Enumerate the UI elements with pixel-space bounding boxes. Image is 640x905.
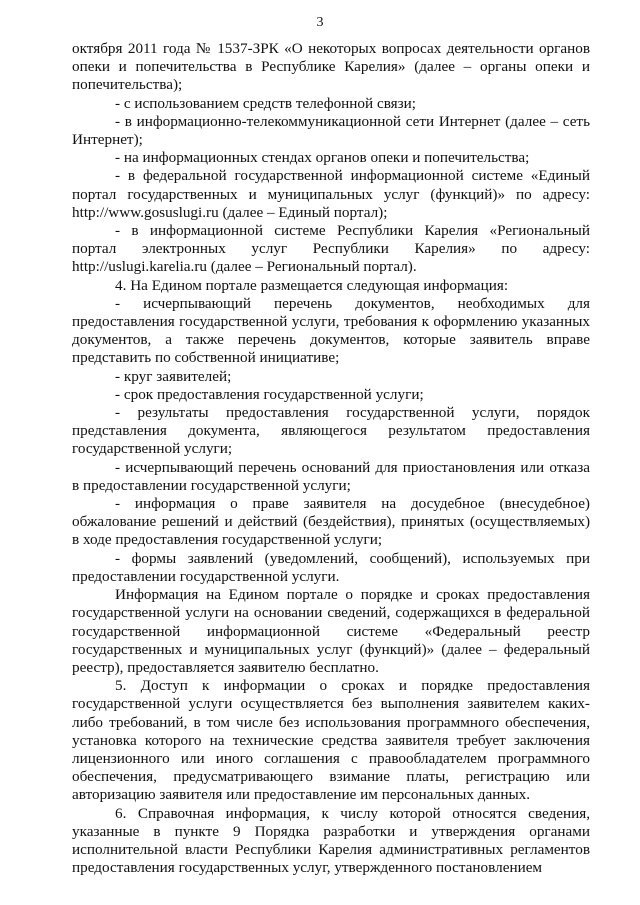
paragraph: - результаты предоставления государственной услуги, порядок представления документа, являющегося результатом предоставления государственной услуги; [72,404,590,458]
paragraph: 4. На Едином портале размещается следующая информация: [115,276,509,294]
paragraph: Информация на Едином портале о порядке и сроках предоставления государственной услуги на основании сведений, содержащихся в федеральной государственной информационной системе «Федеральный реестр государственных и муниципальных услуг (функций)» (далее – федеральный реестр), предоставляется заявителю бесплатно. [72,586,590,676]
paragraph: - в федеральной государственной информационной системе «Единый портал государственных и муниципальных услуг (функций)» по адресу: http://www.gosuslugi.ru (далее – Единый портал); [72,167,590,221]
paragraph: - на информационных стендах органов опеки и попечительства; [115,149,530,167]
paragraph: - в информационно-телекоммуникационной сети Интернет (далее – сеть Интернет); [72,112,590,149]
document-body [72,40,590,877]
page-number: 3 [316,15,324,30]
paragraph: - исчерпывающий перечень оснований для приостановления или отказа в предоставлении государственной услуги; [72,458,590,494]
paragraph: 6. Справочная информация, к числу которой относятся сведения, указанные в пункте 9 Порядка разработки и утверждения органами исполнительной власти Республики Карелия административных регламентов предоставления государственных услуг, утвержденного постановлением [72,804,590,877]
paragraph: - срок предоставления государственной услуги; [115,385,424,403]
paragraph: - с использованием средств телефонной связи; [115,94,416,112]
paragraph: октября 2011 года № 1537-ЗРК «О некоторых вопросах деятельности органов опеки и попечительства в Республике Карелия» (далее – органы опеки и попечительства); [72,40,590,94]
paragraph: - исчерпывающий перечень документов, необходимых для предоставления государственной услуги, требования к оформлению указанных документов, а также перечень документов, которые заявитель вправе представить по собственной инициативе; [72,294,590,367]
paragraph: - в информационной системе Республики Карелия «Региональный портал электронных услуг Республики Карелия» по адресу: http://uslugi.karelia.ru (далее – Региональный портал). [72,222,590,276]
paragraph: - формы заявлений (уведомлений, сообщений), используемых при предоставлении государственной услуги. [72,549,590,585]
paragraph: - круг заявителей; [115,367,232,385]
paragraph: - информация о праве заявителя на досудебное (внесудебное) обжалование решений и действий (бездействия), принятых (осуществляемых) в ходе предоставления государственной услуги; [72,495,590,549]
paragraph: 5. Доступ к информации о сроках и порядке предоставления государственной услуги осуществляется без выполнения заявителем каких-либо требований, в том числе без использования программного обеспечения, установка которого на технические средства заявителя требует заключения лицензионного или иного соглашения с правообладателем программного обеспечения, предусматривающего взимание платы, регистрацию или авторизацию заявителя или предоставление им персональных данных. [72,677,590,804]
